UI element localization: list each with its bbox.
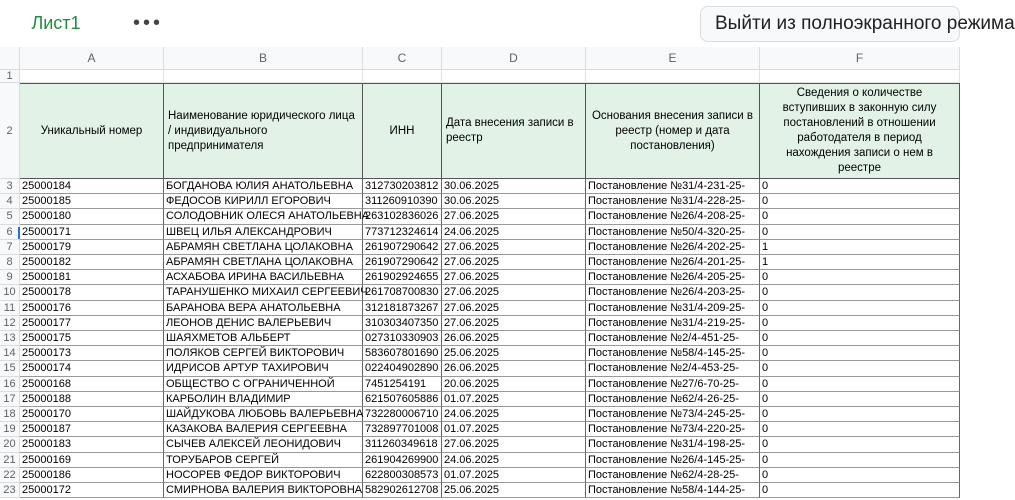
table-cell[interactable]: Постановление №27/6-70-25- [586, 377, 760, 392]
table-cell[interactable]: 0 [760, 346, 960, 361]
table-cell[interactable]: 27.06.2025 [442, 240, 586, 255]
row-header[interactable]: 23 [0, 483, 20, 498]
header-cell[interactable]: ИНН [363, 83, 442, 179]
table-cell[interactable]: Постановление №2/4-451-25- [586, 331, 760, 346]
table-cell[interactable]: 27.06.2025 [442, 316, 586, 331]
column-header-c[interactable]: C [363, 47, 442, 70]
row-header[interactable]: 8 [0, 255, 20, 270]
column-header-b[interactable]: B [164, 47, 363, 70]
table-cell[interactable]: 27.06.2025 [442, 255, 586, 270]
table-cell[interactable]: Постановление №62/4-26-25- [586, 392, 760, 407]
row-header[interactable]: 11 [0, 301, 20, 316]
cell[interactable] [442, 70, 586, 83]
table-cell[interactable]: 312181873267 [363, 301, 442, 316]
table-cell[interactable]: Постановление №31/4-231-25- [586, 179, 760, 194]
table-cell[interactable]: 25000174 [20, 361, 164, 376]
table-cell[interactable]: 022404902890 [363, 361, 442, 376]
table-cell[interactable]: 25000177 [20, 316, 164, 331]
row-header[interactable]: 13 [0, 331, 20, 346]
table-cell[interactable]: Постановление №58/4-144-25- [586, 483, 760, 498]
table-cell[interactable]: 25000182 [20, 255, 164, 270]
table-cell[interactable]: Постановление №62/4-28-25- [586, 468, 760, 483]
table-cell[interactable]: Постановление №58/4-145-25- [586, 346, 760, 361]
table-cell[interactable]: 7451254191 [363, 377, 442, 392]
table-cell[interactable]: 01.07.2025 [442, 392, 586, 407]
table-cell[interactable]: 26.06.2025 [442, 331, 586, 346]
table-cell[interactable]: 732280006710 [363, 407, 442, 422]
table-cell[interactable]: ШАЯХМЕТОВ АЛЬБЕРТ [164, 331, 363, 346]
exit-fullscreen-button[interactable]: Выйти из полноэкранного режима [700, 6, 960, 42]
row-header[interactable]: 9 [0, 270, 20, 285]
table-cell[interactable]: 27.06.2025 [442, 270, 586, 285]
table-cell[interactable]: 25000180 [20, 209, 164, 224]
table-cell[interactable]: 0 [760, 483, 960, 498]
table-cell[interactable]: 0 [760, 331, 960, 346]
table-cell[interactable]: НОСОРЕВ ФЕДОР ВИКТОРОВИЧ [164, 468, 363, 483]
table-cell[interactable]: 25000188 [20, 392, 164, 407]
table-cell[interactable]: АБРАМЯН СВЕТЛАНА ЦОЛАКОВНА [164, 255, 363, 270]
table-cell[interactable]: Постановление №73/4-220-25- [586, 422, 760, 437]
row-header[interactable]: 15 [0, 361, 20, 376]
table-cell[interactable]: Постановление №2/4-453-25- [586, 361, 760, 376]
table-cell[interactable]: 25000185 [20, 194, 164, 209]
table-cell[interactable]: ТОРУБАРОВ СЕРГЕЙ [164, 453, 363, 468]
table-cell[interactable]: ИДРИСОВ АРТУР ТАХИРОВИЧ [164, 361, 363, 376]
row-header[interactable]: 19 [0, 422, 20, 437]
table-cell[interactable]: КАЗАКОВА ВАЛЕРИЯ СЕРГЕЕВНА [164, 422, 363, 437]
table-cell[interactable]: 30.06.2025 [442, 179, 586, 194]
cell[interactable] [20, 70, 164, 83]
table-cell[interactable]: 25.06.2025 [442, 346, 586, 361]
header-cell[interactable]: Уникальный номер [20, 83, 164, 179]
table-cell[interactable]: 25.06.2025 [442, 483, 586, 498]
table-cell[interactable]: 261902924655 [363, 270, 442, 285]
table-cell[interactable]: 0 [760, 468, 960, 483]
table-cell[interactable]: 0 [760, 209, 960, 224]
table-cell[interactable]: АБРАМЯН СВЕТЛАНА ЦОЛАКОВНА [164, 240, 363, 255]
row-header[interactable]: 21 [0, 453, 20, 468]
table-cell[interactable]: СМИРНОВА ВАЛЕРИЯ ВИКТОРОВНА [164, 483, 363, 498]
header-cell[interactable]: Наименование юридического лица / индивидуального предпринимателя [164, 83, 363, 179]
table-cell[interactable]: Постановление №31/4-209-25- [586, 301, 760, 316]
table-cell[interactable]: 0 [760, 285, 960, 300]
header-cell[interactable]: Основания внесения записи в реестр (номер и дата постановления) [586, 83, 760, 179]
table-cell[interactable]: Постановление №31/4-228-25- [586, 194, 760, 209]
table-cell[interactable]: Постановление №31/4-198-25- [586, 437, 760, 452]
table-cell[interactable]: 0 [760, 437, 960, 452]
table-cell[interactable]: 261907290642 [363, 255, 442, 270]
row-header[interactable]: 6 [0, 225, 20, 240]
selection-marker [18, 227, 20, 239]
table-cell[interactable]: 24.06.2025 [442, 407, 586, 422]
row-header[interactable]: 10 [0, 285, 20, 300]
table-cell[interactable]: 261708700830 [363, 285, 442, 300]
table-cell[interactable]: 310303407350 [363, 316, 442, 331]
table-cell[interactable]: АСХАБОВА ИРИНА ВАСИЛЬЕВНА [164, 270, 363, 285]
table-cell[interactable]: 0 [760, 422, 960, 437]
table-cell[interactable]: 25000175 [20, 331, 164, 346]
table-cell[interactable]: 311260349618 [363, 437, 442, 452]
table-cell[interactable]: 0 [760, 301, 960, 316]
table-cell[interactable]: 25000183 [20, 437, 164, 452]
row-header[interactable]: 4 [0, 194, 20, 209]
table-cell[interactable]: КАРБОЛИН ВЛАДИМИР [164, 392, 363, 407]
table-cell[interactable]: 20.06.2025 [442, 377, 586, 392]
table-cell[interactable]: ОБЩЕСТВО С ОГРАНИЧЕННОЙ [164, 377, 363, 392]
table-cell[interactable]: ТАРАНУШЕНКО МИХАИЛ СЕРГЕЕВИЧ [164, 285, 363, 300]
table-cell[interactable]: 0 [760, 361, 960, 376]
table-cell[interactable]: 30.06.2025 [442, 194, 586, 209]
table-cell[interactable]: 25000181 [20, 270, 164, 285]
table-cell[interactable]: 0 [760, 377, 960, 392]
table-cell[interactable]: 0 [760, 407, 960, 422]
table-cell[interactable]: ФЕДОСОВ КИРИЛЛ ЕГОРОВИЧ [164, 194, 363, 209]
table-cell[interactable]: 261907290642 [363, 240, 442, 255]
table-cell[interactable]: 27.06.2025 [442, 437, 586, 452]
table-cell[interactable]: 27.06.2025 [442, 285, 586, 300]
table-cell[interactable]: 1 [760, 255, 960, 270]
table-cell[interactable]: 0 [760, 316, 960, 331]
corner-cell[interactable] [0, 47, 20, 70]
table-cell[interactable]: Постановление №31/4-219-25- [586, 316, 760, 331]
table-cell[interactable]: 0 [760, 392, 960, 407]
table-cell[interactable]: Постановление №26/4-145-25- [586, 453, 760, 468]
table-cell[interactable]: 01.07.2025 [442, 468, 586, 483]
table-cell[interactable]: 621507605886 [363, 392, 442, 407]
table-cell[interactable]: 25000169 [20, 453, 164, 468]
table-cell[interactable]: БАРАНОВА ВЕРА АНАТОЛЬЕВНА [164, 301, 363, 316]
table-cell[interactable]: Постановление №26/4-208-25- [586, 209, 760, 224]
cell[interactable] [760, 70, 960, 83]
row-header[interactable]: 7 [0, 240, 20, 255]
table-cell[interactable]: 01.07.2025 [442, 422, 586, 437]
table-cell[interactable]: Постановление №26/4-201-25- [586, 255, 760, 270]
column-header-e[interactable]: E [586, 47, 760, 70]
cell[interactable] [586, 70, 760, 83]
row-header[interactable]: 20 [0, 437, 20, 452]
table-cell[interactable]: СЫЧЕВ АЛЕКСЕЙ ЛЕОНИДОВИЧ [164, 437, 363, 452]
table-cell[interactable]: 25000176 [20, 301, 164, 316]
table-cell[interactable]: Постановление №50/4-320-25- [586, 225, 760, 240]
row-header[interactable]: 22 [0, 468, 20, 483]
table-cell[interactable]: 25000179 [20, 240, 164, 255]
table-cell[interactable]: СОЛОДОВНИК ОЛЕСЯ АНАТОЛЬЕВНА [164, 209, 363, 224]
table-cell[interactable]: 25000187 [20, 422, 164, 437]
table-cell[interactable]: Постановление №26/4-205-25- [586, 270, 760, 285]
table-cell[interactable]: 26.06.2025 [442, 361, 586, 376]
table-cell[interactable]: 732897701008 [363, 422, 442, 437]
column-header-f[interactable]: F [760, 47, 960, 70]
row-header[interactable]: 18 [0, 407, 20, 422]
column-header-a[interactable]: A [20, 47, 164, 70]
table-cell[interactable]: 25000168 [20, 377, 164, 392]
table-cell[interactable]: 25000186 [20, 468, 164, 483]
table-cell[interactable]: 24.06.2025 [442, 225, 586, 240]
table-cell[interactable]: 25000170 [20, 407, 164, 422]
table-cell[interactable]: 0 [760, 225, 960, 240]
row-header[interactable]: 3 [0, 179, 20, 194]
table-cell[interactable]: 0 [760, 179, 960, 194]
row-header[interactable]: 14 [0, 346, 20, 361]
row-header[interactable]: 2 [0, 83, 20, 179]
table-cell[interactable]: ЛЕОНОВ ДЕНИС ВАЛЕРЬЕВИЧ [164, 316, 363, 331]
row-header[interactable]: 5 [0, 209, 20, 224]
table-cell[interactable]: 0 [760, 270, 960, 285]
table-cell[interactable]: 583607801690 [363, 346, 442, 361]
table-cell[interactable]: 25000173 [20, 346, 164, 361]
column-header-d[interactable]: D [442, 47, 586, 70]
sheet-tab[interactable]: Лист1 [31, 13, 81, 33]
table-cell[interactable]: ШАЙДУКОВА ЛЮБОВЬ ВАЛЕРЬЕВНА [164, 407, 363, 422]
table-cell[interactable]: 25000178 [20, 285, 164, 300]
row-header[interactable]: 1 [0, 70, 20, 83]
table-cell[interactable]: ПОЛЯКОВ СЕРГЕЙ ВИКТОРОВИЧ [164, 346, 363, 361]
table-cell[interactable]: 0 [760, 453, 960, 468]
table-cell[interactable]: 25000172 [20, 483, 164, 498]
table-cell[interactable]: 773712324614 [363, 225, 442, 240]
table-cell[interactable]: 27.06.2025 [442, 301, 586, 316]
table-cell[interactable]: 1 [760, 240, 960, 255]
top-bar [0, 0, 1015, 47]
header-cell[interactable]: Сведения о количестве вступивших в законную силу постановлений в отношении работодателя в период нахождения записи о нем в реестре [760, 83, 960, 179]
table-cell[interactable]: 27.06.2025 [442, 209, 586, 224]
header-cell[interactable]: Дата внесения записи в реестр [442, 83, 586, 179]
table-cell[interactable]: ШВЕЦ ИЛЬЯ АЛЕКСАНДРОВИЧ [164, 225, 363, 240]
table-cell[interactable]: 312730203812 [363, 179, 442, 194]
cell[interactable] [363, 70, 442, 83]
row-header[interactable]: 17 [0, 392, 20, 407]
table-cell[interactable]: 311260910390 [363, 194, 442, 209]
table-cell[interactable]: 027310330903 [363, 331, 442, 346]
table-cell[interactable]: Постановление №73/4-245-25- [586, 407, 760, 422]
table-cell[interactable]: 622800308573 [363, 468, 442, 483]
table-cell[interactable]: 0 [760, 194, 960, 209]
table-cell[interactable]: 25000184 [20, 179, 164, 194]
cell[interactable] [164, 70, 363, 83]
table-cell[interactable]: Постановление №26/4-203-25- [586, 285, 760, 300]
row-header[interactable]: 16 [0, 377, 20, 392]
table-cell[interactable]: 261904269900 [363, 453, 442, 468]
table-cell[interactable]: 582902612708 [363, 483, 442, 498]
table-cell[interactable]: 24.06.2025 [442, 453, 586, 468]
table-cell[interactable]: БОГДАНОВА ЮЛИЯ АНАТОЛЬЕВНА [164, 179, 363, 194]
table-cell[interactable]: Постановление №26/4-202-25- [586, 240, 760, 255]
more-options-button[interactable]: ••• [132, 12, 163, 34]
row-header[interactable]: 12 [0, 316, 20, 331]
table-cell[interactable]: 263102836026 [363, 209, 442, 224]
table-cell[interactable]: 25000171 [20, 225, 164, 240]
